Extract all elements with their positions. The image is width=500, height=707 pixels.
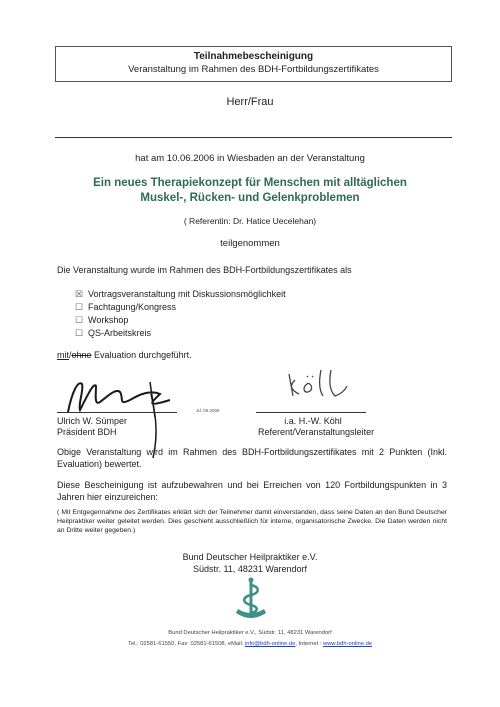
option-vortrag <box>74 289 286 300</box>
org-name: Bund Deutscher Heilpraktiker e.V. <box>182 552 318 562</box>
bdh-logo-icon <box>226 575 276 625</box>
event-line: hat am 10.06.2006 in Wiesbaden an der Veranstaltung <box>135 153 365 164</box>
event-title-line1: Ein neues Therapiekonzept für Menschen mit alltäglichen <box>93 177 407 189</box>
evaluation-slash: / <box>69 350 72 360</box>
signatory-right-role: Referent/Veranstaltungsleiter <box>258 427 375 437</box>
privacy-text: ( Mit Entgegennahme des Zertifikates erklärt sich der Teilnehmer damit einverstanden, dass seine Daten an den Bund Deutscher Heilpraktiker weiter geleitet werden. Dies geschieht ausschließlich für interne, organisatorische Zwecke. Die Daten werden nicht an Dritte weiter gegeben.) <box>57 509 447 534</box>
stamp-date: Jd. 06.2006 <box>196 408 220 413</box>
option-label: Workshop <box>88 315 129 325</box>
option-qs <box>74 328 151 339</box>
signatory-right-name: i.a. H.-W. Köhl <box>284 416 342 426</box>
checkbox-icon: ☐ <box>74 302 84 312</box>
keep-text: Diese Bescheinigung ist aufzubewahren und bei Erreichen von 120 Fortbildungspunkten in 3 Jahren hier einzureichen: <box>57 480 447 502</box>
footer-address: Bund Deutscher Heilpraktiker e.V., Südstr. 11, 48231 Warendorf <box>168 630 332 636</box>
signature-line-right <box>256 412 366 413</box>
footer-internet-prefix: , Internet : <box>295 641 324 647</box>
header-box <box>55 46 452 82</box>
speaker: ( Referentin: Dr. Hatice Uecelehan) <box>183 216 317 226</box>
certificate-subtitle: Veranstaltung im Rahmen des BDH-Fortbildungszertifikates <box>128 64 379 75</box>
org-address: Südstr. 11, 48231 Warendorf <box>192 564 308 574</box>
evaluation-rest: Evaluation durchgeführt. <box>91 350 192 360</box>
option-workshop <box>74 315 128 326</box>
email-link[interactable]: info@bdh-online.de <box>244 641 296 647</box>
evaluation-mit: mit <box>57 350 69 360</box>
signature-right-icon <box>285 366 355 402</box>
signatory-left-name: Ulrich W. Sümper <box>57 416 128 426</box>
participated-text: teilgenommen <box>220 238 280 249</box>
footer-contact-prefix: Tel.: 02581-61550, Fax: 02581-61508, eMail: <box>127 641 245 647</box>
certificate-title: Teilnahmebescheinigung <box>193 51 314 62</box>
signatory-right <box>258 416 375 438</box>
option-fachtagung <box>74 302 176 313</box>
signature-line-left <box>57 412 177 413</box>
name-line <box>55 137 452 138</box>
evaluation-text <box>57 349 192 361</box>
evaluation-ohne: ohne <box>71 350 92 360</box>
checkbox-icon: ☐ <box>74 315 84 325</box>
signatory-left-role: Präsident BDH <box>57 427 117 437</box>
event-title-line2: Muskel-, Rücken- und Gelenkproblemen <box>140 192 360 204</box>
framework-text: Die Veranstaltung wurde im Rahmen des BDH-Fortbildungszertifikates als <box>57 265 352 275</box>
option-label: QS-Arbeitskreis <box>88 328 152 338</box>
footer-contact <box>0 641 500 647</box>
salutation: Herr/Frau <box>226 96 274 108</box>
checkbox-icon: ☐ <box>74 328 84 338</box>
option-label: Fachtagung/Kongress <box>88 302 177 312</box>
option-label: Vortragsveranstaltung mit Diskussionsmöglichkeit <box>88 289 286 299</box>
signatory-left <box>57 416 127 438</box>
points-text: Obige Veranstaltung wird im Rahmen des BDH-Fortbildungszertifikates mit 2 Punkten (Inkl. Evaluation) bewertet. <box>57 447 447 469</box>
website-link[interactable]: www.bdh-online.de <box>323 641 373 647</box>
checkbox-checked-icon: ☒ <box>74 289 84 299</box>
